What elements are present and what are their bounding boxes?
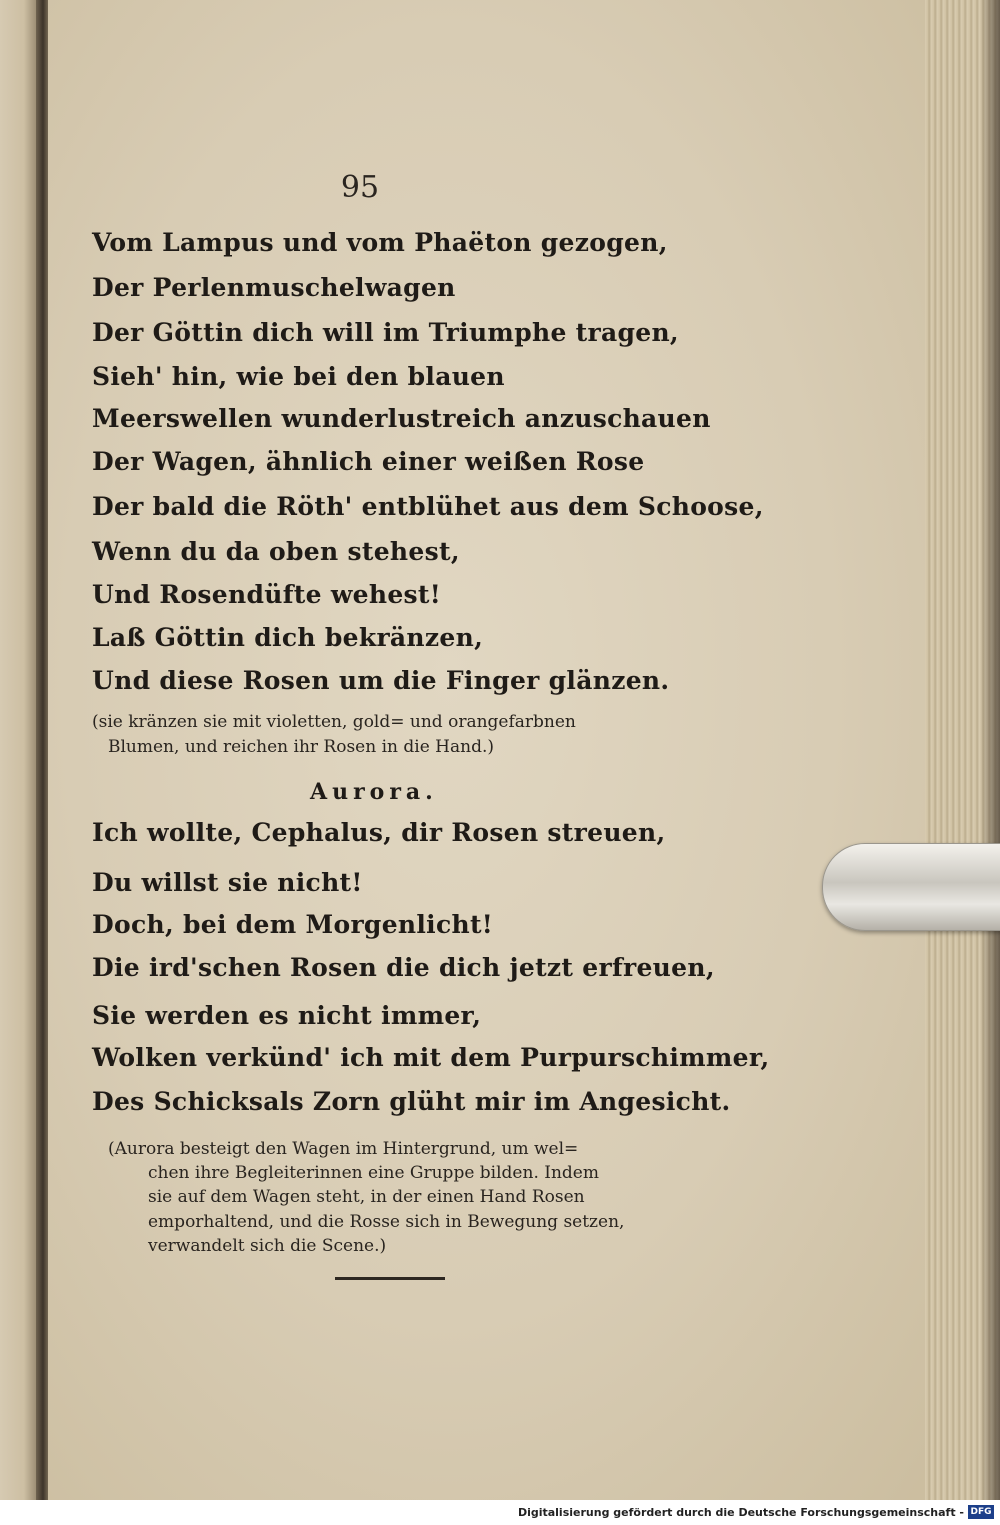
page-number: 95 xyxy=(340,170,380,205)
end-rule xyxy=(335,1277,445,1280)
stage-direction-line: sie auf dem Wagen steht, in der einen Hand Rosen xyxy=(148,1187,585,1207)
verse-line: Sieh' hin, wie bei den blauen xyxy=(92,362,505,391)
verse-line: Sie werden es nicht immer, xyxy=(92,1001,482,1030)
verse-line: Der Göttin dich will im Triumphe tragen, xyxy=(92,318,679,347)
verse-line: Der bald die Röth' entblühet aus dem Schoose, xyxy=(92,492,764,521)
verse-line: Laß Göttin dich bekränzen, xyxy=(92,623,484,652)
verse-line: Meerswellen wunderlustreich anzuschauen xyxy=(92,404,711,433)
stage-direction-line: chen ihre Begleiterinnen eine Gruppe bilden. Indem xyxy=(148,1163,599,1183)
verse-line: Vom Lampus und vom Phaëton gezogen, xyxy=(92,228,668,257)
verse-line: Und Rosendüfte wehest! xyxy=(92,580,442,609)
verse-line: Der Perlenmuschelwagen xyxy=(92,273,456,302)
verse-line: Die ird'schen Rosen die dich jetzt erfreuen, xyxy=(92,953,715,982)
verse-line: Wenn du da oben stehest, xyxy=(92,537,460,566)
page-edges-shadow xyxy=(980,0,1000,1500)
left-page-edge xyxy=(0,0,40,1500)
stage-direction-line: (Aurora besteigt den Wagen im Hintergrund, um wel= xyxy=(108,1139,579,1159)
verse-line: Des Schicksals Zorn glüht mir im Angesicht. xyxy=(92,1087,731,1116)
stage-direction-line: Blumen, und reichen ihr Rosen in die Hand.) xyxy=(108,737,494,757)
digitization-footer xyxy=(0,1500,1000,1525)
verse-line: Doch, bei dem Morgenlicht! xyxy=(92,910,494,939)
verse-line: Wolken verkünd' ich mit dem Purpurschimmer, xyxy=(92,1043,770,1072)
verse-line: Der Wagen, ähnlich einer weißen Rose xyxy=(92,447,645,476)
stage-direction-line: emporhaltend, und die Rosse sich in Bewegung setzen, xyxy=(148,1212,625,1232)
stage-direction-line: verwandelt sich die Scene.) xyxy=(148,1236,387,1256)
dfg-logo-icon: DFG xyxy=(968,1505,994,1519)
speaker-name: Aurora. xyxy=(310,779,438,805)
footer-credit: Digitalisierung gefördert durch die Deutsche Forschungsgemeinschaft - xyxy=(517,1506,964,1519)
verse-line: Und diese Rosen um die Finger glänzen. xyxy=(92,666,670,695)
verse-line: Ich wollte, Cephalus, dir Rosen streuen, xyxy=(92,818,666,847)
glass-page-clip xyxy=(822,843,1000,931)
verse-line: Du willst sie nicht! xyxy=(92,868,363,897)
stage-direction-line: (sie kränzen sie mit violetten, gold= und orangefarbnen xyxy=(92,712,576,732)
